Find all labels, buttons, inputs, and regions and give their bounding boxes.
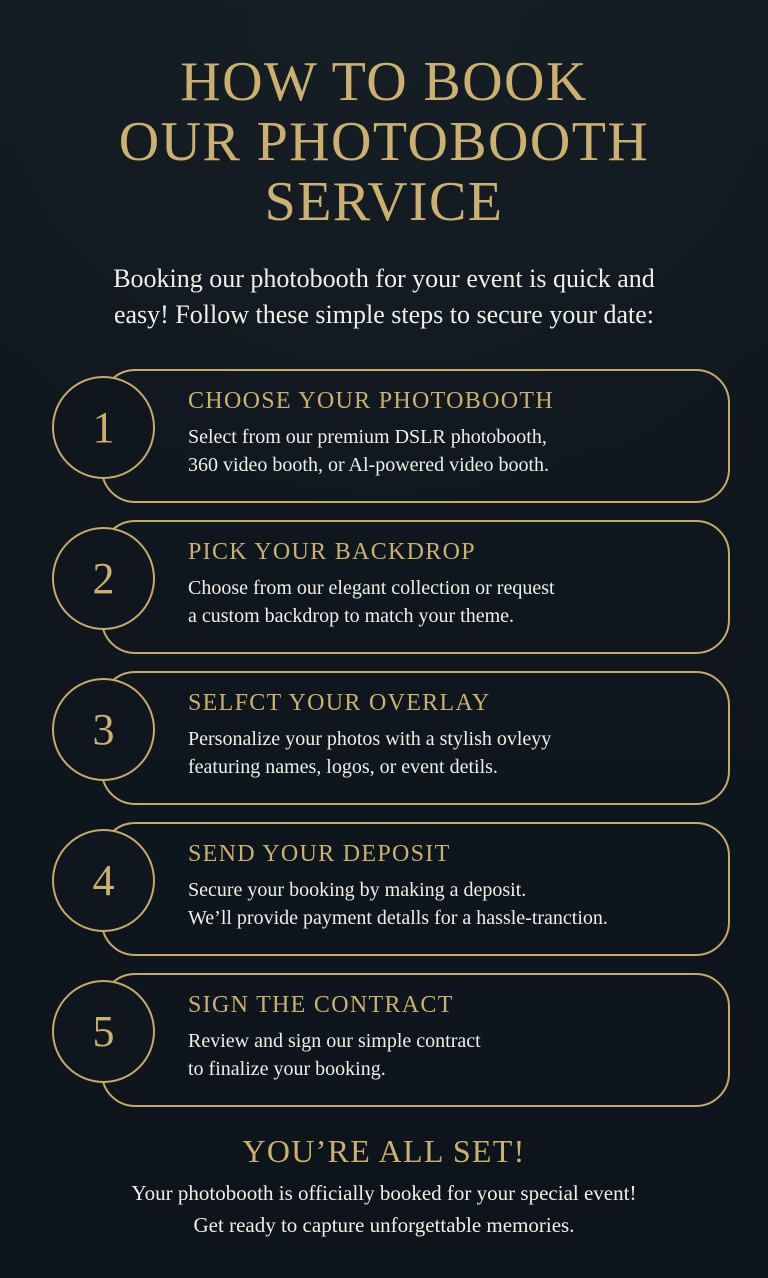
step-2-title: PICK YOUR BACKDROP xyxy=(188,539,476,565)
closing-title: YOU’RE ALL SET! xyxy=(242,1133,526,1169)
step-3-line-2: featuring names, logos, or event detils. xyxy=(188,756,498,778)
step-3-title: SELFCT YOUR OVERLAY xyxy=(188,690,491,716)
step-2-line-1: Choose from our elegant collection or request xyxy=(188,577,555,599)
step-3-number-badge: 3 xyxy=(52,678,155,781)
page-title xyxy=(0,52,768,232)
step-1-line-2: 360 video booth, or Al-powered video booth. xyxy=(188,454,550,476)
step-4-card xyxy=(52,822,732,962)
closing-text xyxy=(42,1177,726,1241)
step-4-line-2: We’ll provide payment detalls for a hassle-tranction. xyxy=(188,907,608,929)
step-4-number-badge: 4 xyxy=(52,829,155,932)
step-4-line-1: Secure your booking by making a deposit. xyxy=(188,879,527,901)
step-5-description xyxy=(188,1027,724,1083)
step-2-description xyxy=(188,574,724,630)
intro-line-1: Booking our photobooth for your event is quick and xyxy=(113,264,655,293)
title-line-2: OUR PHOTOBOOTH xyxy=(118,111,650,173)
step-2-line-2: a custom backdrop to match your theme. xyxy=(188,605,515,627)
step-1-description xyxy=(188,423,724,479)
step-1-line-1: Select from our premium DSLR photobooth, xyxy=(188,426,547,448)
step-1-number-badge: 1 xyxy=(52,376,155,479)
closing-line-1: Your photobooth is officially booked for your special event! xyxy=(131,1181,637,1205)
step-5-line-2: to finalize your booking. xyxy=(188,1058,386,1080)
step-3-card xyxy=(52,671,732,811)
intro-text xyxy=(60,261,708,333)
title-line-3: SERVICE xyxy=(264,171,504,233)
step-2-card xyxy=(52,520,732,660)
step-4-title: SEND YOUR DEPOSIT xyxy=(188,841,451,867)
step-5-number-badge: 5 xyxy=(52,980,155,1083)
step-1-card xyxy=(52,369,732,509)
step-4-description xyxy=(188,876,724,932)
step-3-line-1: Personalize your photos with a stylish ovleyy xyxy=(188,728,552,750)
intro-line-2: easy! Follow these simple steps to secure your date: xyxy=(113,300,655,329)
step-5-title: SIGN THE CONTRACT xyxy=(188,992,454,1018)
title-line-1: HOW TO BOOK xyxy=(180,51,588,113)
step-5-line-1: Review and sign our simple contract xyxy=(188,1030,481,1052)
step-1-title: CHOOSE YOUR PHOTOBOOTH xyxy=(188,388,554,414)
step-5-card xyxy=(52,973,732,1113)
step-2-number-badge: 2 xyxy=(52,527,155,630)
closing-line-2: Get ready to capture unforgettable memories. xyxy=(193,1213,575,1237)
step-3-description xyxy=(188,725,724,781)
